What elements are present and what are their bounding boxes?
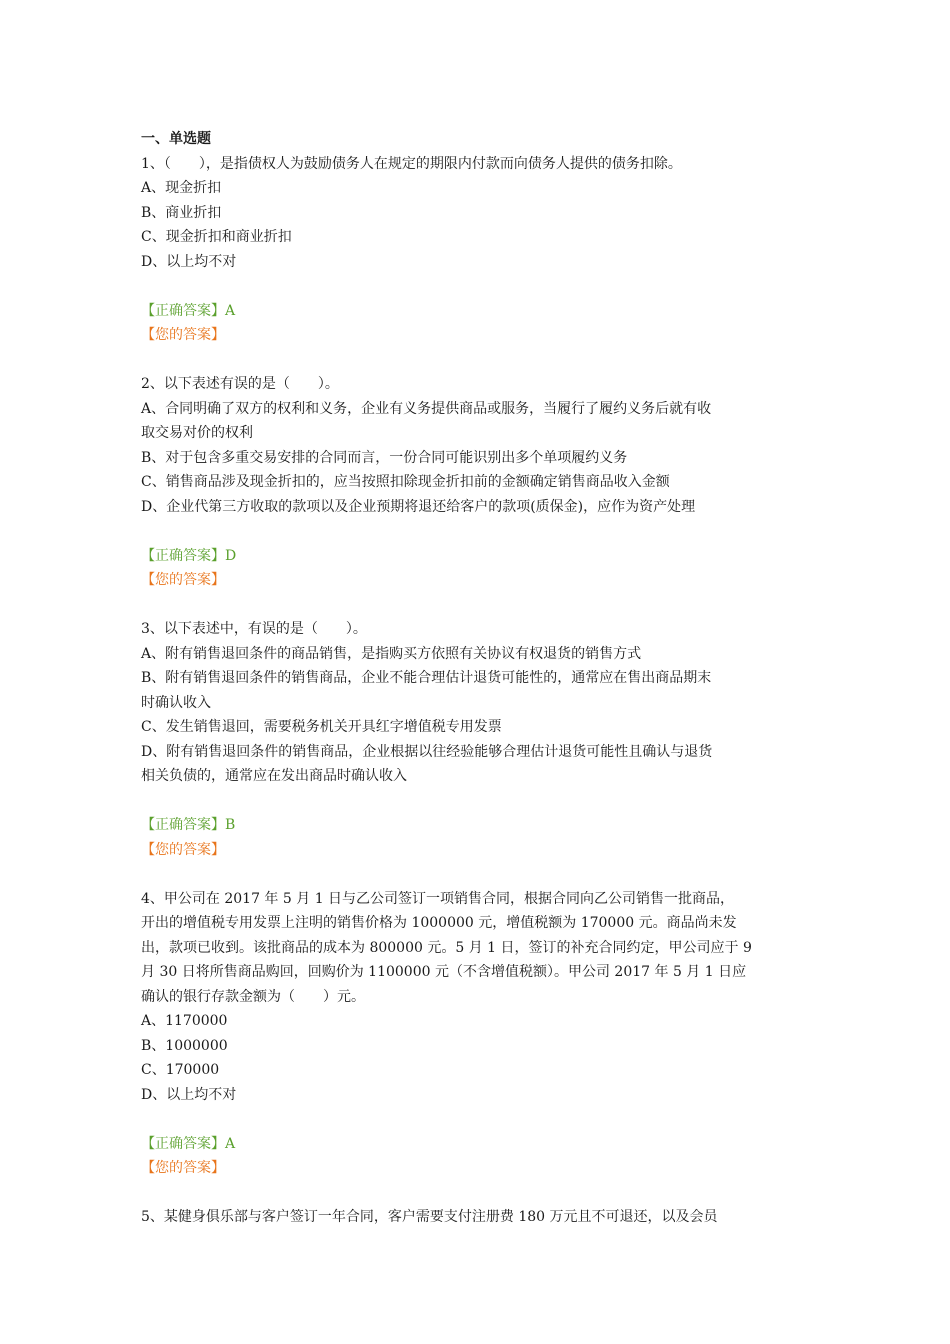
answer-option <box>141 446 816 471</box>
question-item <box>141 1205 816 1230</box>
question-item <box>141 617 816 887</box>
question-stem: 5、某健身俱乐部与客户签订一年合同，客户需要支付注册费 180 万元且不可退还，以及会员 <box>141 1209 718 1225</box>
question-stem: 4、甲公司在 2017 年 5 月 1 日与乙公司签订一项销售合同，根据合同向乙公司销售一批商品， <box>141 890 735 907</box>
question-item <box>141 152 816 373</box>
answer-option <box>141 470 816 495</box>
option-text: C、销售商品涉及现金折扣的，应当按照扣除现金折扣前的金额确定销售商品收入金额 <box>141 474 670 490</box>
correct-answer <box>141 299 816 324</box>
your-answer-label: 【您的答案】 <box>141 572 225 588</box>
section-title: 一、单选题 <box>141 131 211 147</box>
answer-option <box>141 1034 816 1059</box>
your-answer-label: 【您的答案】 <box>141 841 225 858</box>
option-text: A、合同明确了双方的权利和义务，企业有义务提供商品或服务，当履行了履约义务后就有收 <box>141 400 712 417</box>
answer-option <box>141 176 816 201</box>
option-text: B、1000000 <box>141 1037 228 1054</box>
answer-option <box>141 715 816 740</box>
question-stem: 1、（ ），是指债权人为鼓励债务人在规定的期限内付款而向债务人提供的债务扣除。 <box>141 155 682 172</box>
question-spacer <box>141 862 816 887</box>
option-text: 取交易对价的权利 <box>141 425 253 441</box>
question-stem: 3、以下表述中，有误的是（ ）。 <box>141 621 367 637</box>
question-spacer <box>141 1181 816 1206</box>
answer-option <box>141 495 816 520</box>
correct-answer <box>141 1132 816 1157</box>
question-item <box>141 372 816 617</box>
answer-block <box>141 544 816 593</box>
option-text: 相关负债的，通常应在发出商品时确认收入 <box>141 768 407 784</box>
correct-answer-label: 【正确答案】 <box>141 817 225 833</box>
question-spacer <box>141 593 816 618</box>
answer-option <box>141 201 816 226</box>
option-text: C、170000 <box>141 1062 220 1078</box>
question-stem: 月 30 日将所售商品购回，回购价为 1100000 元（不含增值税额）。甲公司 2017 年 5 月 1 日应 <box>141 964 747 980</box>
option-text: D、附有销售退回条件的销售商品，企业根据以往经验能够合理估计退货可能性且确认与退货 <box>141 743 713 760</box>
option-text: D、企业代第三方收取的款项以及企业预期将退还给客户的款项(质保金)，应作为资产处理 <box>141 498 696 515</box>
question-stem: 2、以下表述有误的是（ ）。 <box>141 376 339 392</box>
answer-option <box>141 1083 816 1108</box>
option-text: A、现金折扣 <box>141 180 222 196</box>
answer-block <box>141 299 816 348</box>
option-text: B、商业折扣 <box>141 204 222 221</box>
correct-answer-value: A <box>225 302 236 319</box>
correct-answer-label: 【正确答案】 <box>141 547 225 564</box>
option-text: B、附有销售退回条件的销售商品，企业不能合理估计退货可能性的，通常应在售出商品期末 <box>141 670 712 686</box>
correct-answer-label: 【正确答案】 <box>141 302 225 319</box>
option-text: A、附有销售退回条件的商品销售，是指购买方依照有关协议有权退货的销售方式 <box>141 645 642 662</box>
correct-answer-value: A <box>225 1135 236 1152</box>
answer-option <box>141 642 816 667</box>
your-answer-label: 【您的答案】 <box>141 327 225 343</box>
question-list <box>141 127 816 1230</box>
answer-block <box>141 1132 816 1181</box>
question-stem: 确认的银行存款金额为（ ）元。 <box>141 988 365 1005</box>
question-stem: 开出的增值税专用发票上注明的销售价格为 1000000 元，增值税额为 170000 元。商品尚未发 <box>141 915 737 931</box>
correct-answer-value: D <box>225 547 237 564</box>
option-text: B、对于包含多重交易安排的合同而言，一份合同可能识别出多个单项履约义务 <box>141 449 628 466</box>
answer-option <box>141 225 816 250</box>
option-text: A、1170000 <box>141 1013 228 1029</box>
correct-answer <box>141 813 816 838</box>
correct-answer-label: 【正确答案】 <box>141 1135 225 1152</box>
question-stem: 出，款项已收到。该批商品的成本为 800000 元。5 月 1 日，签订的补充合同约定，甲公司应于 9 <box>141 939 752 956</box>
option-text: D、以上均不对 <box>141 1086 237 1103</box>
question-spacer <box>141 348 816 373</box>
answer-option <box>141 250 816 275</box>
answer-option <box>141 1058 816 1083</box>
option-text: D、以上均不对 <box>141 253 237 270</box>
option-text: 时确认收入 <box>141 694 211 711</box>
your-answer-label: 【您的答案】 <box>141 1160 225 1176</box>
option-text: C、现金折扣和商业折扣 <box>141 229 292 245</box>
option-text: C、发生销售退回，需要税务机关开具红字增值税专用发票 <box>141 719 502 735</box>
correct-answer-value: B <box>225 817 236 833</box>
answer-option <box>141 1009 816 1034</box>
answer-option <box>141 397 816 446</box>
correct-answer <box>141 544 816 569</box>
answer-option <box>141 740 816 789</box>
question-item <box>141 887 816 1206</box>
answer-block <box>141 813 816 862</box>
answer-option <box>141 666 816 715</box>
